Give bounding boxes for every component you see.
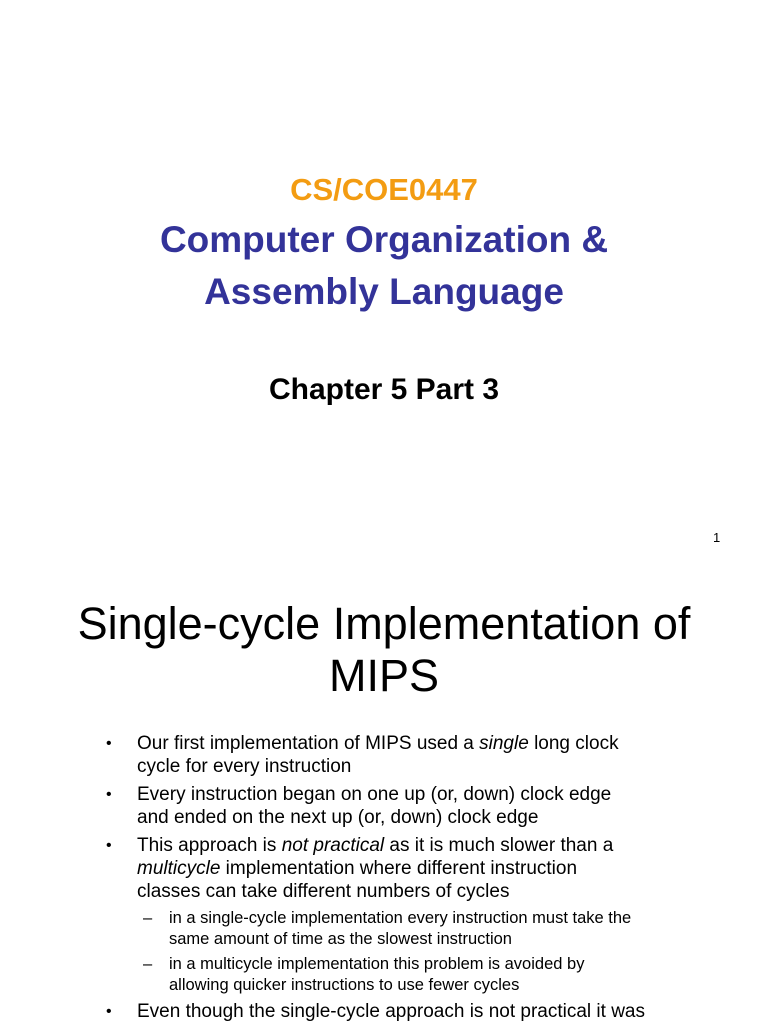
bullet-icon: •	[106, 735, 112, 752]
course-title-line1: Computer Organization &	[159, 219, 609, 260]
course-title	[0, 214, 768, 318]
dash-icon: –	[143, 955, 153, 973]
list-item-text: same amount of time as the slowest instruction	[169, 930, 512, 948]
sub-list-item	[143, 908, 729, 950]
list-item-emphasis: single	[479, 733, 529, 754]
list-item-text: Even though the single-cycle approach is not practical it was	[137, 1001, 645, 1022]
chapter-heading: Chapter 5 Part 3	[268, 373, 500, 406]
list-item-text: Every instruction began on one up (or, down) clock edge	[137, 784, 612, 805]
slide-title	[0, 598, 768, 702]
slide-title-line1: Single-cycle Implementation of	[77, 598, 691, 649]
list-item-text: in a single-cycle implementation every instruction must take the	[169, 909, 632, 927]
list-item	[106, 783, 717, 829]
list-item-text: in a multicycle implementation this problem is avoided by	[169, 955, 585, 973]
course-title-line2: Assembly Language	[204, 271, 564, 312]
list-item-text: as it is much slower than a	[384, 835, 614, 856]
list-item-text: cycle for every instruction	[137, 756, 352, 777]
list-item-emphasis: not practical	[281, 835, 385, 856]
list-item-text: and ended on the next up (or, down) clock edge	[137, 807, 539, 828]
bullet-icon: •	[106, 786, 112, 803]
bullet-icon: •	[106, 837, 112, 854]
list-item-text: classes can take different numbers of cycles	[137, 881, 510, 902]
dash-icon: –	[143, 909, 153, 927]
bullet-icon: •	[106, 1003, 112, 1020]
course-code: CS/COE0447	[290, 172, 478, 207]
list-item	[106, 834, 717, 903]
list-item	[106, 732, 717, 778]
list-item-text: implementation where different instruction	[220, 858, 578, 879]
list-item-emphasis: multicycle	[137, 858, 221, 879]
sub-list-item	[143, 954, 729, 996]
list-item-text: allowing quicker instructions to use fewer cycles	[169, 976, 520, 994]
list-item	[106, 1000, 717, 1023]
list-item-text: This approach is	[137, 835, 282, 856]
list-item-text: Our first implementation of MIPS used a	[137, 733, 480, 754]
list-item-text: long clock	[528, 733, 619, 754]
slide-title-line2: MIPS	[328, 650, 440, 701]
page-number: 1	[713, 530, 721, 545]
